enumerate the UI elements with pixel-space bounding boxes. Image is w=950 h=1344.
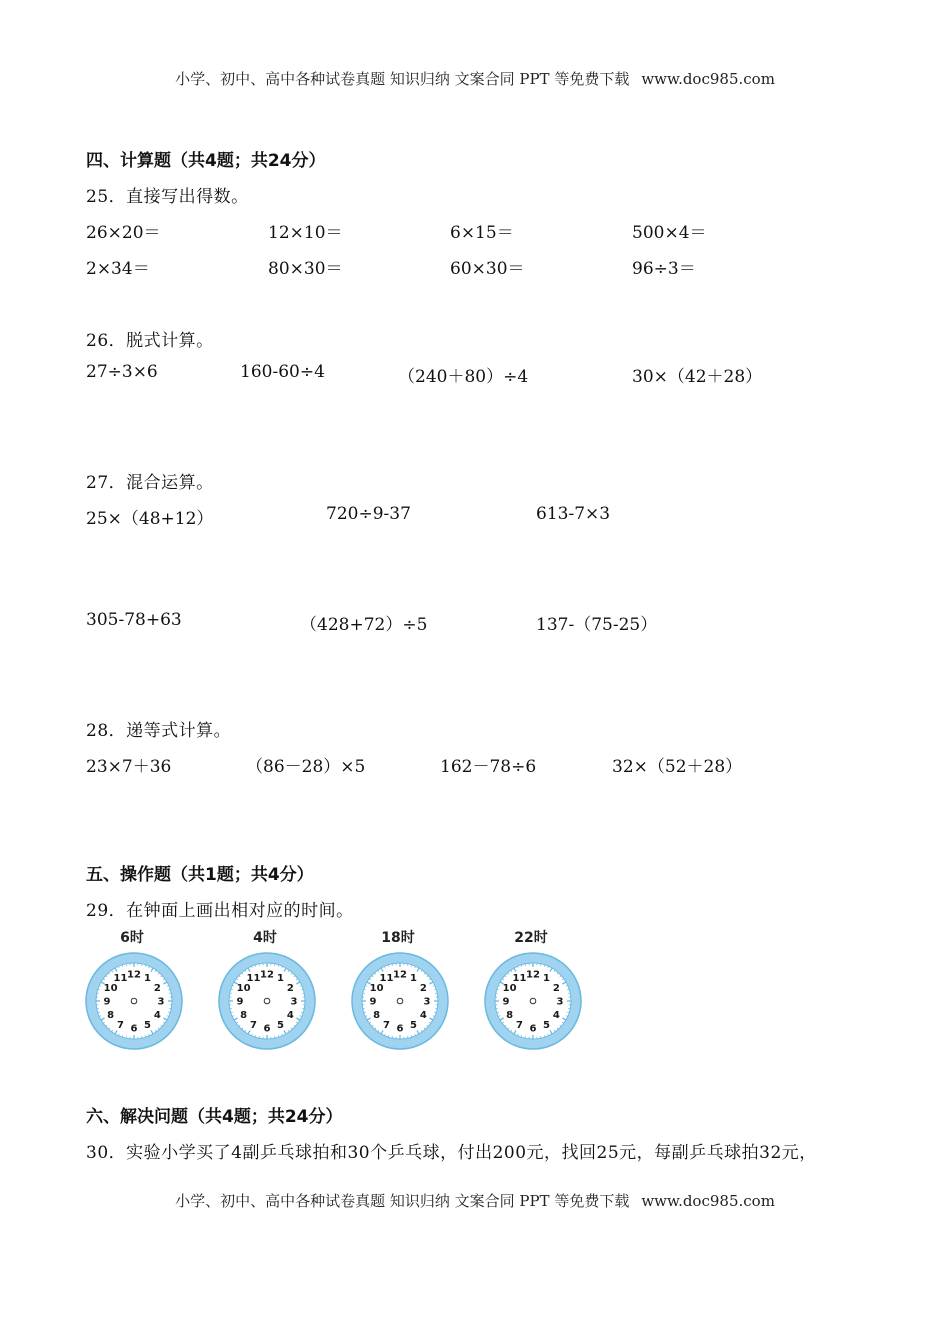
q26-expr: 30×（42＋28）	[632, 367, 763, 387]
header-text: 小学、初中、高中各种试卷真题 知识归纳 文案合同 PPT 等免费下载	[175, 70, 630, 88]
q28-expr: 23×7＋36	[86, 757, 172, 777]
clock-number: 12	[127, 969, 141, 981]
clock-number: 4	[552, 1010, 560, 1021]
q26-expr: 27÷3×6	[86, 362, 158, 382]
q27-title: 27．混合运算。	[86, 473, 214, 493]
clock-number: 6	[130, 1023, 138, 1035]
q27-expr: 720÷9-37	[326, 504, 411, 524]
clock-face-3[interactable]	[350, 951, 450, 1051]
clock-number: 5	[410, 1019, 417, 1031]
q25-expr: 60×30＝	[450, 259, 525, 279]
clock-number: 12	[260, 969, 274, 981]
clock-number: 5	[543, 1019, 550, 1031]
header-url: www.doc985.com	[641, 70, 775, 88]
clock-number: 5	[277, 1019, 284, 1031]
clock-number: 10	[502, 983, 517, 994]
q28-expr: （86－28）×5	[246, 757, 366, 777]
clock-number: 2	[552, 983, 560, 994]
clock-center	[397, 998, 403, 1004]
clock-number: 3	[290, 996, 298, 1008]
clock-center	[530, 998, 536, 1004]
footer-url: www.doc985.com	[641, 1192, 775, 1210]
clock-label: 4时	[253, 930, 277, 946]
clock-number: 11	[113, 973, 128, 985]
clock-number: 11	[379, 973, 394, 985]
section-5-title: 五、操作题（共1题；共4分）	[86, 865, 314, 885]
clock-label: 18时	[381, 930, 415, 946]
clock-number: 2	[286, 983, 294, 994]
clock-number: 9	[502, 996, 510, 1008]
clock-number: 9	[236, 996, 244, 1008]
clock-label: 6时	[120, 930, 144, 946]
clock-center	[264, 998, 270, 1004]
clock-number: 8	[373, 1010, 381, 1021]
q25-expr: 96÷3＝	[632, 259, 696, 279]
q25-expr: 26×20＝	[86, 223, 161, 243]
q25-expr: 12×10＝	[268, 223, 343, 243]
clock-number: 3	[423, 996, 431, 1008]
footer-text: 小学、初中、高中各种试卷真题 知识归纳 文案合同 PPT 等免费下载	[175, 1192, 630, 1210]
q28-expr: 162－78÷6	[440, 757, 537, 777]
clock-number: 8	[506, 1010, 514, 1021]
clock-number: 6	[263, 1023, 271, 1035]
clock-number: 11	[512, 973, 527, 985]
clock-face-4[interactable]	[483, 951, 583, 1051]
clock-number: 1	[543, 973, 550, 985]
q30-text: 30．实验小学买了4副乒乓球拍和30个乒乓球，付出200元，找回25元，每副乒乓球拍32元，	[86, 1143, 817, 1163]
clock-number: 4	[153, 1010, 161, 1021]
clock-number: 3	[556, 996, 564, 1008]
q27-expr: （428+72）÷5	[300, 615, 428, 635]
q25-expr: 2×34＝	[86, 259, 150, 279]
clock-number: 12	[393, 969, 407, 981]
clock-number: 10	[236, 983, 251, 994]
clock-number: 7	[117, 1019, 124, 1031]
clock-center	[131, 998, 137, 1004]
clock-number: 1	[277, 973, 284, 985]
page-header	[0, 68, 950, 89]
section-4-title: 四、计算题（共4题；共24分）	[86, 151, 326, 171]
q25-expr: 500×4＝	[632, 223, 707, 243]
q28-expr: 32×（52＋28）	[612, 757, 743, 777]
clock-number: 4	[419, 1010, 427, 1021]
q26-title: 26．脱式计算。	[86, 331, 214, 351]
clock-number: 12	[526, 969, 540, 981]
q28-title: 28．递等式计算。	[86, 721, 232, 741]
clock-number: 8	[240, 1010, 248, 1021]
clock-number: 8	[107, 1010, 115, 1021]
clock-number: 9	[103, 996, 111, 1008]
clock-number: 1	[410, 973, 417, 985]
q25-expr: 80×30＝	[268, 259, 343, 279]
q27-expr: 25×（48+12）	[86, 509, 214, 529]
clock-number: 11	[246, 973, 261, 985]
section-6-title: 六、解决问题（共4题；共24分）	[86, 1107, 343, 1127]
clock-number: 2	[153, 983, 161, 994]
clock-number: 10	[103, 983, 118, 994]
clock-number: 10	[369, 983, 384, 994]
q25-expr: 6×15＝	[450, 223, 514, 243]
clock-number: 5	[144, 1019, 151, 1031]
q27-expr: 613-7×3	[536, 504, 611, 524]
q27-expr: 305-78+63	[86, 610, 182, 630]
clock-number: 7	[383, 1019, 390, 1031]
q29-title: 29．在钟面上画出相对应的时间。	[86, 901, 354, 921]
page-footer	[0, 1190, 950, 1211]
clock-number: 1	[144, 973, 151, 985]
q25-title: 25．直接写出得数。	[86, 187, 249, 207]
clock-number: 4	[286, 1010, 294, 1021]
clock-number: 7	[516, 1019, 523, 1031]
clock-face-2[interactable]	[217, 951, 317, 1051]
clock-label: 22时	[514, 930, 548, 946]
clock-number: 6	[396, 1023, 404, 1035]
clock-number: 7	[250, 1019, 257, 1031]
q26-expr: （240＋80）÷4	[398, 367, 529, 387]
clock-number: 3	[157, 996, 165, 1008]
clock-number: 9	[369, 996, 377, 1008]
q26-expr: 160-60÷4	[240, 362, 325, 382]
clock-number: 6	[529, 1023, 537, 1035]
clock-face-1[interactable]	[84, 951, 184, 1051]
q27-expr: 137-（75-25）	[536, 615, 658, 635]
clock-number: 2	[419, 983, 427, 994]
